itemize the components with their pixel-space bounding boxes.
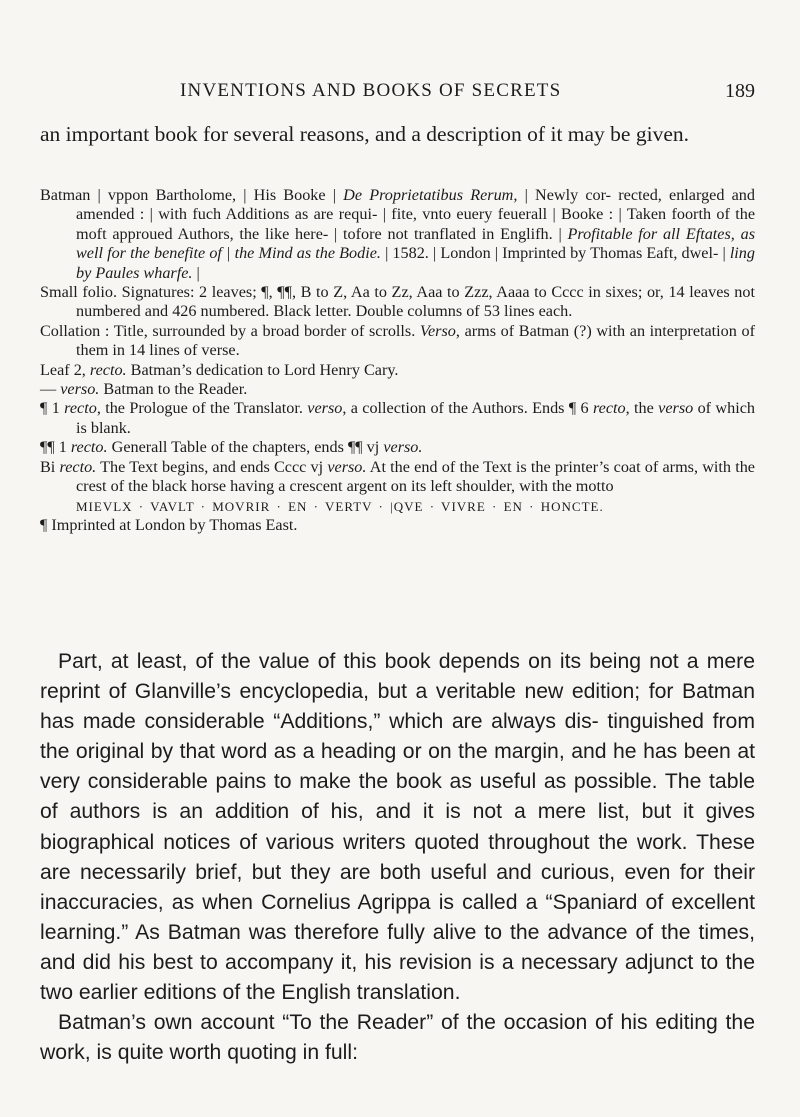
leaf-2-note: Leaf 2, recto. Batman’s dedication to Lord Henry Cary. — [40, 360, 399, 379]
leaf-2-verso-note: — verso. Batman to the Reader. — [40, 380, 248, 399]
title-transcription: Batman | vppon Bartholome, | His Booke | De Proprietatibus Rerum, | Newly cor- rected, enlarged and amended : | with fuch Additions as are requi- | fite, vnto euery feuerall | Booke : | Taken foorth of the moft approued Authors, the like here- | tofore not tranflated in Englifh. | Profitable for all Eftates, as well for the benefite of | the Mind as the Bodie. | 1582. | London | Imprinted by Thomas Eaft, dwel- | ling by Paules wharfe. | — [40, 186, 755, 282]
running-head — [40, 80, 755, 110]
pilcrow-1-note: ¶ 1 recto, the Prologue of the Translator. verso, a collection of the Authors. Ends ¶ 6 recto, the verso of which is blank. — [40, 399, 755, 437]
running-title: INVENTIONS AND BOOKS OF SECRETS — [180, 80, 562, 101]
body-paragraph-1: Part, at least, of the value of this book depends on its being not a mere reprint of Glanville’s encyclopedia, but a veritable new edition; for Batman has made considerable “Additions,” which are always dis- tinguished from the original by that word as a heading or on the margin, and he has been at very considerable pains to make the book as useful as possible. The table of authors is an addition of his, and it is not a mere list, but it gives biographical notices of various writers quoted throughout the work. These are necessarily brief, but they are both useful and curious, even for their inaccuracies, as when Cornelius Agrippa is called a “Spaniard of excellent learning.” As Batman was therefore fully alive to the advance of the times, and did his best to accompany it, his revision is a necessary adjunct to the two earlier editions of the English translation. — [40, 650, 755, 1005]
intro-paragraph: an important book for several reasons, and a description of it may be given. — [40, 122, 689, 146]
text-note: Bi recto. The Text begins, and ends Cccc vj verso. At the end of the Text is the printer’s coat of arms, with the crest of the black horse having a crescent argent on its left shoulder, with the motto MIEVLX · VAVLT · MOVRIR · EN · VERTV · |QVE · VIVRE · EN · HONCTE. — [40, 457, 755, 514]
imprint-note: ¶ Imprinted at London by Thomas East. — [40, 515, 298, 534]
printer-motto: MIEVLX · VAVLT · MOVRIR · EN · VERTV · |QVE · VIVRE · EN · HONCTE. — [76, 498, 604, 514]
body-text — [40, 647, 755, 1068]
page-number: 189 — [725, 80, 755, 102]
pilcrow-2-note: ¶¶ 1 recto. Generall Table of the chapters, ends ¶¶ vj verso. — [40, 438, 423, 457]
format-note: Small folio. Signatures: 2 leaves; ¶, ¶¶, B to Z, Aa to Zz, Aaa to Zzz, Aaaa to Cccc in sixes; or, 14 leaves not numbered and 426 numbered. Black letter. Double columns of 53 lines each. — [40, 283, 755, 321]
bibliographic-description — [40, 186, 755, 535]
collation-note: Collation : Title, surrounded by a broad border of scrolls. Verso, arms of Batman (?) with an interpretation of them in 14 lines of verse. — [40, 321, 755, 360]
body-paragraph-2: Batman’s own account “To the Reader” of the occasion of his editing the work, is quite worth quoting in full: — [40, 1011, 755, 1065]
